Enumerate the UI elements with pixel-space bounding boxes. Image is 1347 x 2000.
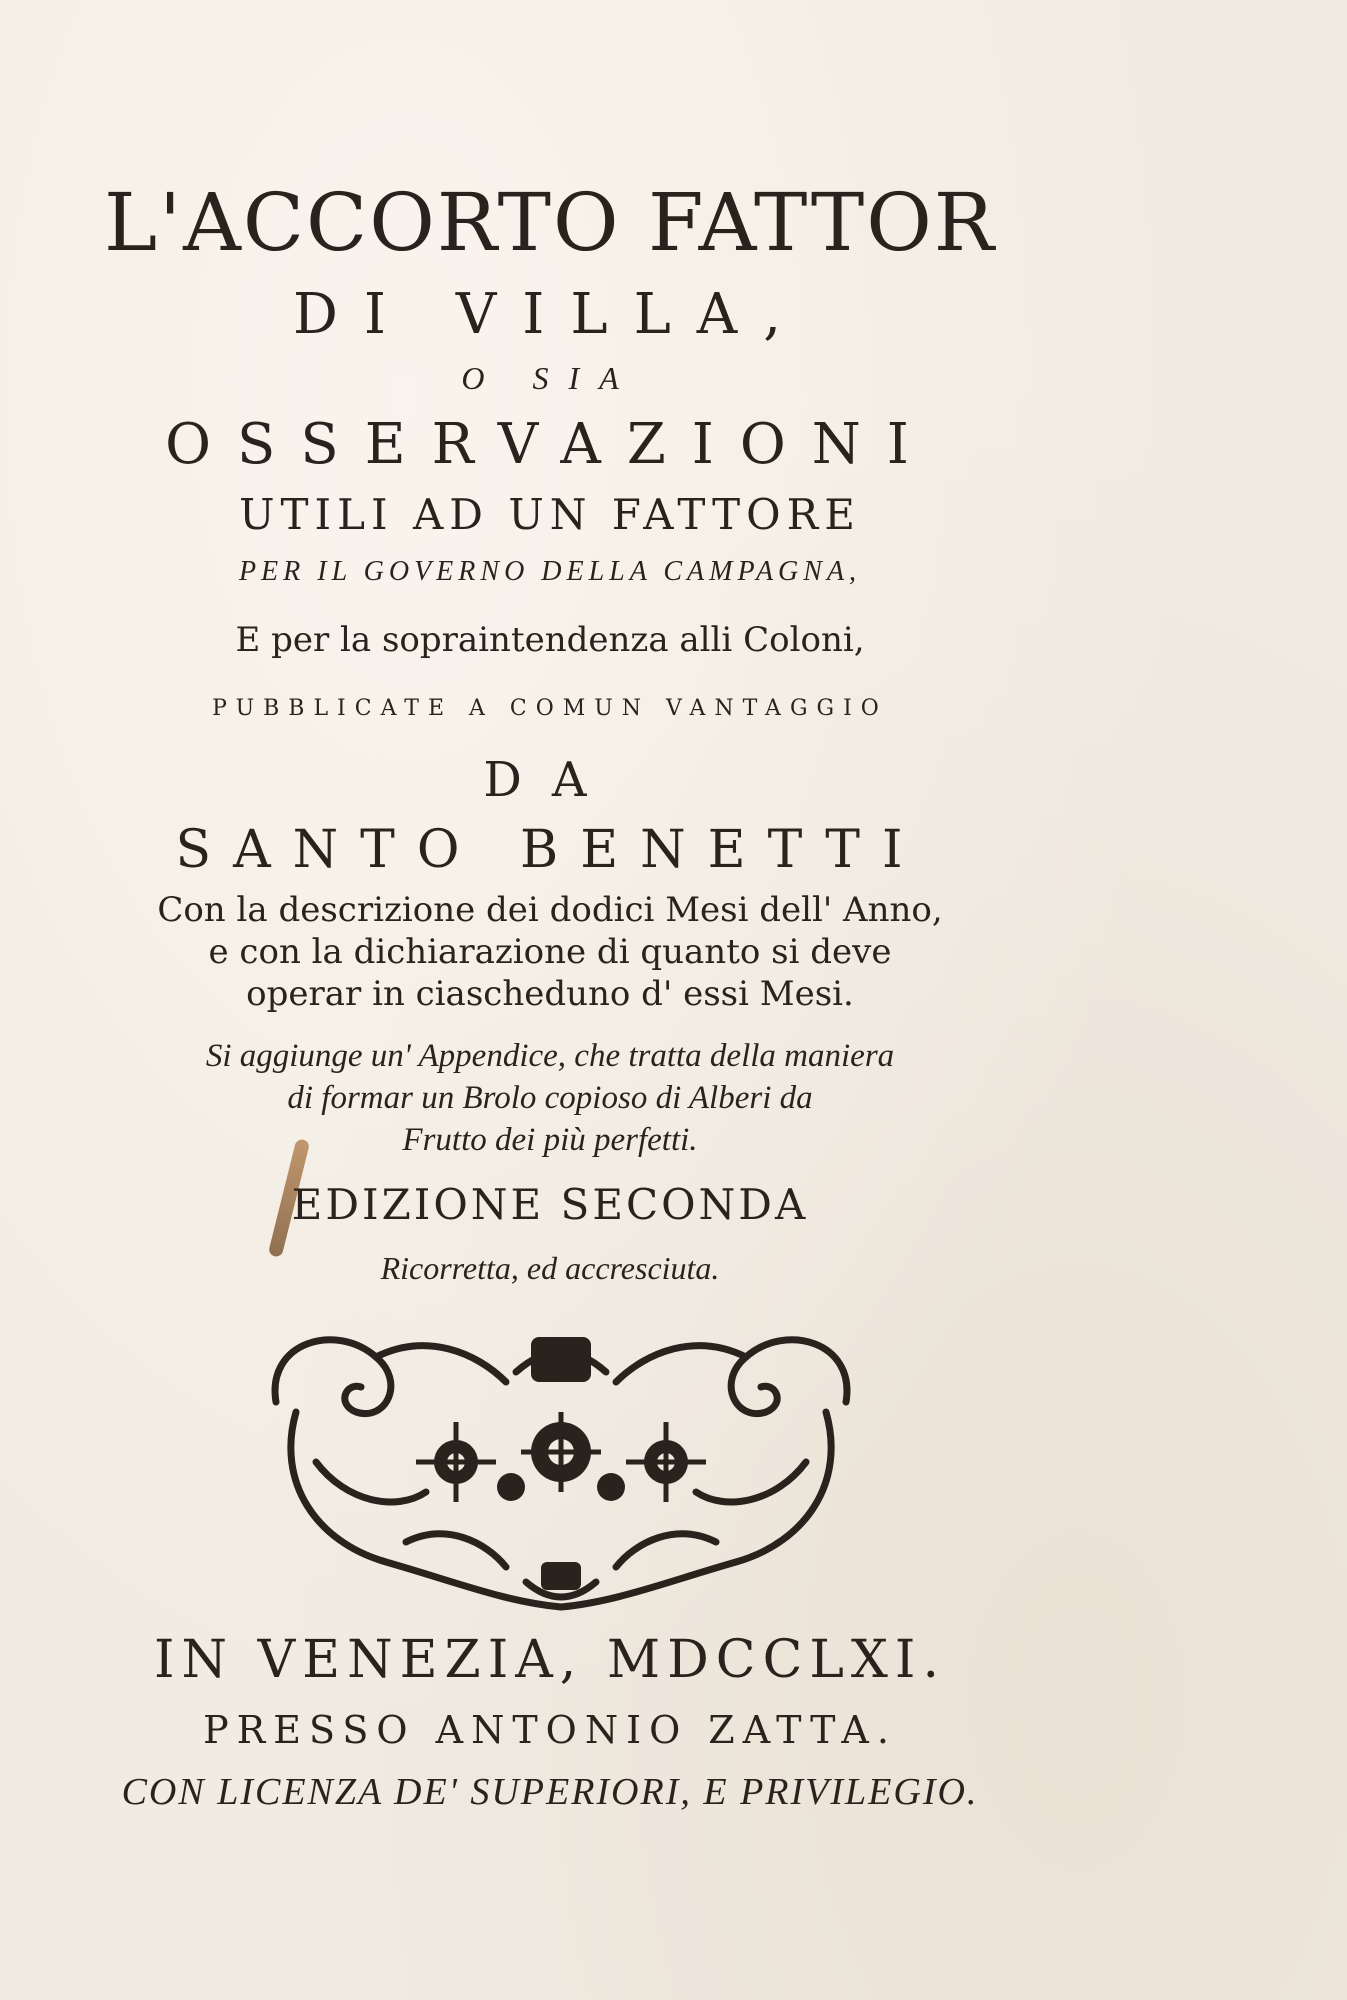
title-line-1: L'ACCORTO FATTOR [103,176,997,269]
edition-line: EDIZIONE SECONDA [291,1180,809,1229]
description-line: Con la descrizione dei dodici Mesi dell' Anno, [157,890,943,930]
appendix-line: di formar un Brolo copioso di Alberi da [287,1080,813,1116]
author-name: SANTO BENETTI [175,820,925,880]
subtitle-line-2: E per la sopraintendenza alli Coloni, [235,620,865,660]
description-line: operar in ciascheduno d' essi Mesi. [246,974,854,1014]
description-line: e con la dichiarazione di quanto si deve [208,932,892,972]
subtitle-line-1: PER IL GOVERNO DELLA CAMPAGNA, [238,556,862,587]
appendix-line: Frutto dei più perfetti. [402,1122,698,1158]
imprint-printer: PRESSO ANTONIO ZATTA. [203,1708,897,1752]
imprint-city: IN VENEZIA, MDCCLXI. [154,1630,946,1690]
title-line-5: UTILI AD UN FATTORE [239,490,861,539]
title-line-2: DI VILLA, [293,282,807,347]
title-line-4: OSSERVAZIONI [165,412,935,477]
by-line: DA [483,752,617,808]
appendix-line: Si aggiunge un' Appendice, che tratta della maniera [205,1038,895,1074]
printers-ornament [256,1312,866,1632]
published-line: PUBBLICATE A COMUN VANTAGGIO [212,696,888,721]
edition-note: Ricorretta, ed accresciuta. [380,1250,720,1286]
imprint-licence: CON LICENZA DE' SUPERIORI, E PRIVILEGIO. [121,1771,979,1813]
title-line-3: O SIA [461,360,639,396]
